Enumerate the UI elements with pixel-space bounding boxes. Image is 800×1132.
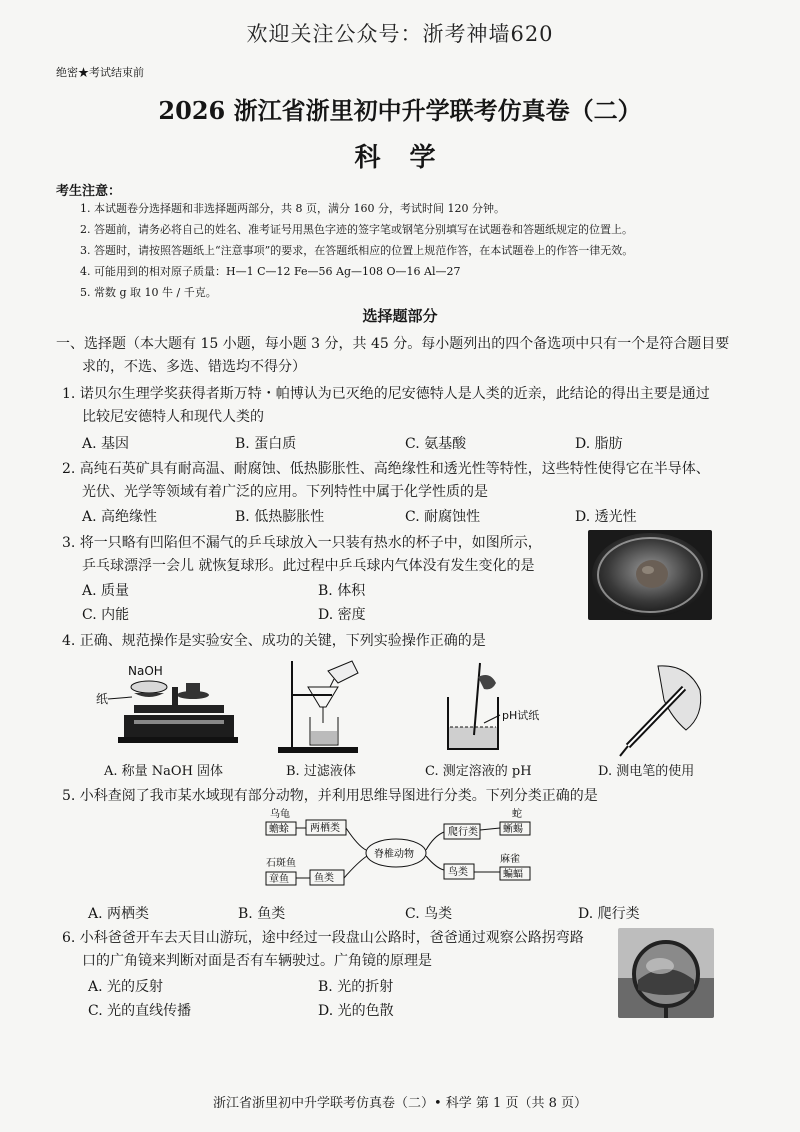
q3-option-b: B. 体积 bbox=[318, 583, 366, 599]
ph-test-figure bbox=[440, 657, 560, 757]
q1-option-d: D. 脂肪 bbox=[575, 436, 623, 452]
q1-option-a: A. 基因 bbox=[82, 436, 130, 452]
q1-stem-line1: 1. 诺贝尔生理学奖获得者斯万特・帕博认为已灭绝的尼安德特人是人类的近亲，此结论的得出主要是通过 bbox=[62, 386, 710, 402]
q5-option-c: C. 鸟类 bbox=[405, 906, 453, 922]
paper-label: 纸 bbox=[96, 692, 109, 706]
notice-heading: 考生注意： bbox=[56, 184, 122, 199]
q3-option-d: D. 密度 bbox=[318, 607, 366, 623]
naoh-label: NaOH bbox=[128, 664, 163, 678]
q4-stem: 4. 正确、规范操作是实验安全、成功的关键，下列实验操作正确的是 bbox=[62, 633, 486, 649]
map-node-reptile: 爬行类 bbox=[448, 827, 478, 838]
q5-stem: 5. 小科查阅了我市某水域现有部分动物，并利用思维导图进行分类。下列分类正确的是 bbox=[62, 788, 598, 804]
q4-option-b: B. 过滤液体 bbox=[286, 764, 356, 779]
q4-option-a: A. 称量 NaOH 固体 bbox=[104, 764, 224, 779]
map-leaf: 麻雀 bbox=[500, 854, 520, 865]
map-leaf: 蜥蜴 bbox=[503, 824, 523, 835]
q2-option-a: A. 高绝缘性 bbox=[82, 509, 158, 525]
q6-stem-line1: 6. 小科爸爸开车去天目山游玩，途中经过一段盘山公路时，爸爸通过观察公路拐弯路 bbox=[62, 930, 584, 946]
q4-option-d: D. 测电笔的使用 bbox=[598, 764, 695, 779]
notice-item: 1. 本试题卷分选择题和非选择题两部分，共 8 页，满分 160 分，考试时间 120 分钟。 bbox=[80, 202, 505, 215]
q1-option-b: B. 蛋白质 bbox=[235, 436, 297, 452]
section-title: 选择题部分 bbox=[362, 307, 438, 325]
q6-option-b: B. 光的折射 bbox=[318, 979, 394, 995]
ph-paper-label: pH试纸 bbox=[502, 709, 540, 722]
map-node-fish: 鱼类 bbox=[314, 873, 334, 884]
map-leaf: 石斑鱼 bbox=[266, 858, 296, 869]
q6-option-c: C. 光的直线传播 bbox=[88, 1003, 192, 1019]
filtration-figure bbox=[272, 657, 362, 757]
vertebrate-mind-map bbox=[262, 806, 552, 896]
page-footer: 浙江省浙里初中升学联考仿真卷（二）• 科学 第 1 页（共 8 页） bbox=[212, 1096, 587, 1111]
notice-item: 4. 可能用到的相对原子质量：H—1 C—12 Fe—56 Ag—108 O—16 Al—27 bbox=[80, 265, 461, 278]
subject-title: 科 学 bbox=[354, 143, 446, 173]
notice-item: 2. 答题前，请务必将自己的姓名、准考证号用黑色字迹的签字笔或钢笔分别填写在试题卷和答题纸规定的位置上。 bbox=[80, 223, 633, 236]
map-node-bird: 鸟类 bbox=[448, 867, 468, 878]
map-leaf: 乌龟 bbox=[270, 809, 290, 820]
q6-stem-line2: 口的广角镜来判断对面是否有车辆驶过。广角镜的原理是 bbox=[82, 953, 432, 969]
q2-stem-line2: 光伏、光学等领域有着广泛的应用。下列特性中属于化学性质的是 bbox=[82, 484, 488, 500]
notice-item: 3. 答题时，请按照答题纸上“注意事项”的要求，在答题纸相应的位置上规范作答，在本试题卷上的作答一律无效。 bbox=[80, 244, 634, 257]
q2-option-b: B. 低热膨胀性 bbox=[235, 509, 325, 525]
exam-title: 2026 浙江省浙里初中升学联考仿真卷（二） bbox=[158, 96, 642, 125]
wide-angle-mirror-photo bbox=[618, 928, 714, 1018]
q3-stem-line1: 3. 将一只略有凹陷但不漏气的乒乓球放入一只装有热水的杯子中，如图所示， bbox=[62, 535, 542, 551]
map-center: 脊椎动物 bbox=[374, 849, 414, 860]
q5-option-d: D. 爬行类 bbox=[578, 906, 640, 922]
secret-mark: 绝密★考试结束前 bbox=[56, 66, 144, 79]
q2-option-c: C. 耐腐蚀性 bbox=[405, 509, 481, 525]
q6-option-a: A. 光的反射 bbox=[88, 979, 164, 995]
part1-line2: 求的，不选、多选、错选均不得分） bbox=[82, 359, 306, 375]
part1-line1: 一、选择题（本大题有 15 小题，每小题 3 分，共 45 分。每小题列出的四个备选项中只有一个是符合题目要 bbox=[56, 336, 730, 352]
q3-option-c: C. 内能 bbox=[82, 607, 130, 623]
notice-item: 5. 常数 g 取 10 牛 / 千克。 bbox=[80, 286, 217, 299]
map-node-amphibian: 两栖类 bbox=[310, 823, 340, 834]
map-leaf: 章鱼 bbox=[269, 874, 289, 885]
map-leaf: 蝙蝠 bbox=[503, 869, 523, 880]
q5-option-b: B. 鱼类 bbox=[238, 906, 286, 922]
test-pencil-figure bbox=[608, 660, 718, 760]
map-leaf: 蛇 bbox=[512, 809, 522, 820]
q4-option-c: C. 测定溶液的 pH bbox=[425, 764, 532, 779]
q5-option-a: A. 两栖类 bbox=[88, 906, 150, 922]
q1-stem-line2: 比较尼安德特人和现代人类的 bbox=[82, 409, 264, 425]
map-leaf: 蟾蜍 bbox=[269, 824, 289, 835]
q2-stem-line1: 2. 高纯石英矿具有耐高温、耐腐蚀、低热膨胀性、高绝缘性和透光性等特性，这些特性使得它在半导体、 bbox=[62, 461, 710, 477]
q3-option-a: A. 质量 bbox=[82, 583, 130, 599]
q1-option-c: C. 氨基酸 bbox=[405, 436, 467, 452]
ping-pong-cup-photo bbox=[588, 530, 712, 620]
q2-option-d: D. 透光性 bbox=[575, 509, 637, 525]
q3-stem-line2: 乒乓球漂浮一会儿 就恢复球形。此过程中乒乓球内气体没有发生变化的是 bbox=[82, 558, 535, 574]
q6-option-d: D. 光的色散 bbox=[318, 1003, 394, 1019]
balance-figure bbox=[94, 657, 254, 757]
banner: 欢迎关注公众号：浙考神墙620 bbox=[246, 22, 554, 46]
